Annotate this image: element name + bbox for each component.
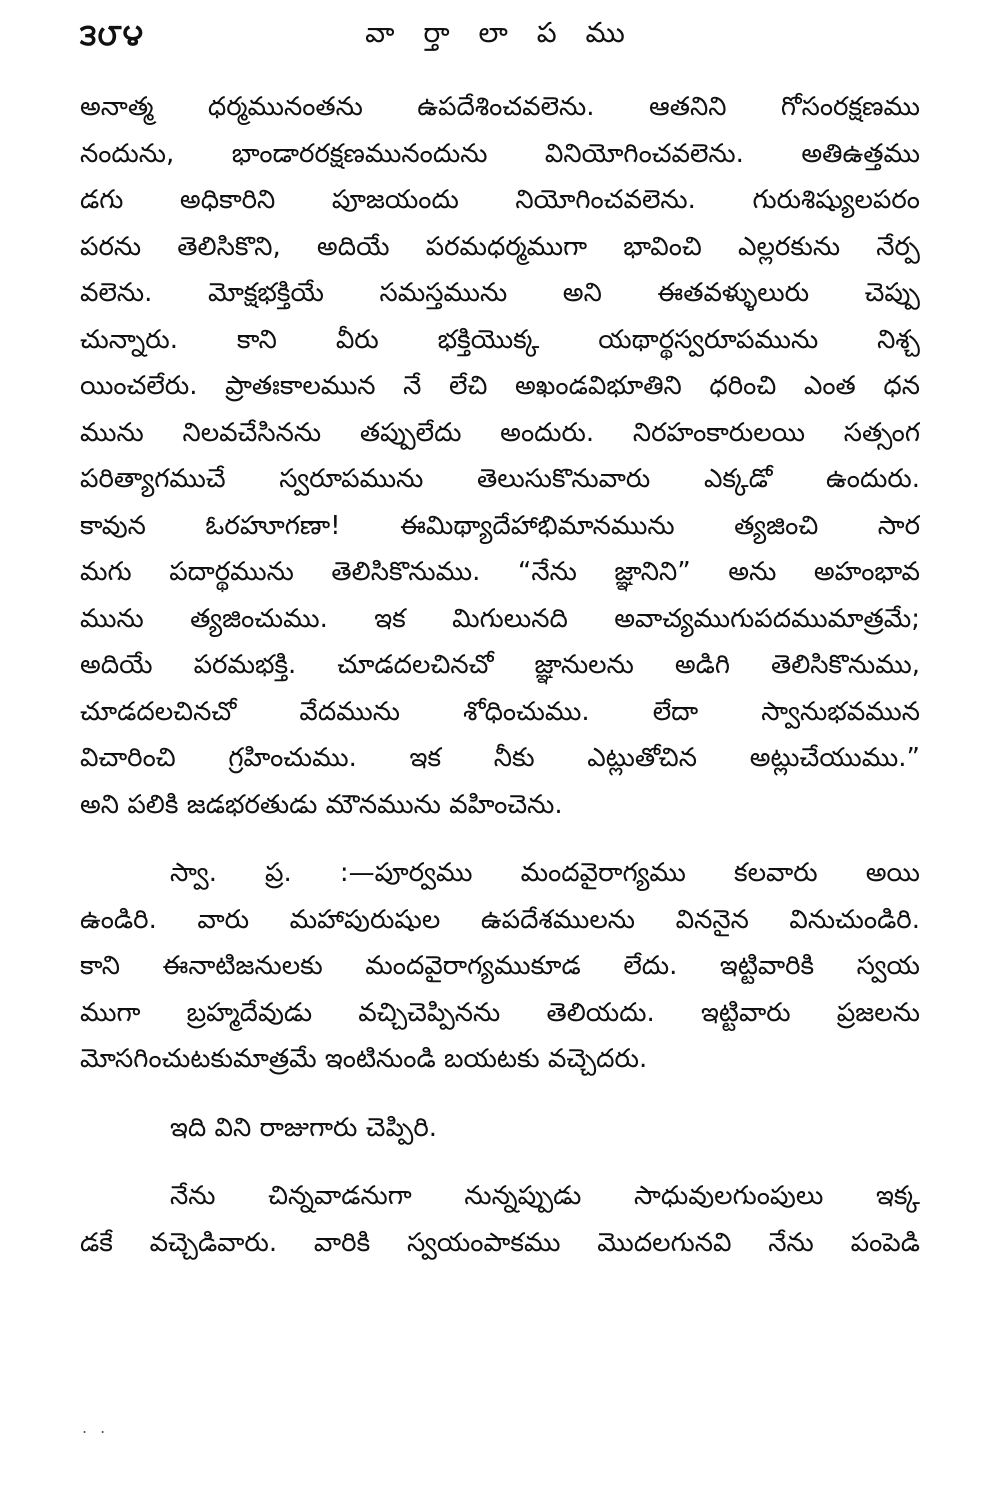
running-head-title: వా ర్తా లా ప ము (365, 16, 635, 49)
text-line: ముగా బ్రహ్మదేవుడు వచ్చిచెప్పినను తెలియదు. ఇట్టివారు ప్రజలను (80, 997, 920, 1028)
text-line: నందును, భాండారరక్షణమునందును వినియోగించవలెను. అతిఉత్తము (80, 138, 920, 169)
text-line: అనాత్మ ధర్మమునంతను ఉపదేశించవలెను. ఆతనిని గోసంరక్షణము (80, 92, 920, 122)
footer-marks: . . (82, 1418, 110, 1437)
paragraph-1 (80, 84, 920, 828)
text-line: చున్నారు. కాని వీరు భక్తియొక్క యథార్థస్వరూపమును నిశ్చ (80, 324, 920, 355)
text-line: యించలేరు. ప్రాతఃకాలమున నే లేచి అఖండవిభూతిని ధరించి ఎంత ధన (80, 371, 920, 401)
paragraph-3 (80, 1105, 920, 1152)
text-line: మగు పదార్థమును తెలిసికొనుము. “నేను జ్ఞానిని” అను అహంభావ (80, 557, 920, 587)
text-line: ఇది విని రాజుగారు చెప్పిరి. (170, 1112, 438, 1143)
text-line: అదియే పరమభక్తి. చూడదలచినచో జ్ఞానులను అడిగి తెలిసికొనుము, (80, 650, 920, 680)
text-line: నేను చిన్నవాడనుగా నున్నప్పుడు సాధువులగుంపులు ఇక్క (170, 1181, 920, 1211)
paragraph-gap (80, 1151, 920, 1173)
text-line: డకే వచ్చెడివారు. వారికి స్వయంపాకము మొదలగునవి నేను పంపెడి (80, 1227, 920, 1258)
text-line: స్వా. ప్ర. :—పూర్వము మందవైరాగ్యము కలవారు అయి (170, 858, 920, 888)
text-line: కావున ఓరహూగణా! ఈమిథ్యాదేహాభిమానమును త్యజించి సార (80, 510, 920, 541)
text-line: చూడదలచినచో వేదమును శోధించుము. లేదా స్వానుభవమున (80, 696, 920, 727)
text-line: మును త్యజించుము. ఇక మిగులునది అవాచ్యముగుపదముమాత్రమే; (80, 603, 920, 634)
text-line: మోసగించుటకుమాత్రమే ఇంటినుండి బయటకు వచ్చెదరు. (80, 1044, 648, 1074)
text-line: కాని ఈనాటిజనులకు మందవైరాగ్యముకూడ లేదు. ఇట్టివారికి స్వయ (80, 951, 920, 981)
text-line: మును నిలవచేసినను తప్పులేదు అందురు. నిరహంకారులయి సత్సంగ (80, 417, 920, 448)
paragraph-gap (80, 1083, 920, 1105)
text-line: వలెను. మోక్షభక్తియే సమస్తమును అని ఈతవళ్ళులురు చెప్పు (80, 278, 920, 308)
paragraph-2 (80, 850, 920, 1083)
body-text (80, 84, 920, 1266)
paragraph-gap (80, 828, 920, 850)
text-line: విచారించి గ్రహించుము. ఇక నీకు ఎట్లుతోచిన అట్లుచేయుము.” (80, 743, 920, 773)
page-header (80, 16, 920, 66)
text-line: పరను తెలిసికొని, అదియే పరమధర్మముగా భావించి ఎల్లరకును నేర్ప (80, 231, 920, 262)
text-line: డగు అధికారిని పూజయందు నియోగించవలెను. గురుశిష్యులపరం (80, 185, 920, 215)
text-line: అని పలికి జడభరతుడు మౌనమును వహించెను. (80, 789, 563, 820)
text-line: ఉండిరి. వారు మహాపురుషుల ఉపదేశములను విననైన వినుచుండిరి. (80, 904, 920, 935)
page-number: ౩౮౪ (80, 18, 145, 53)
text-line: పరిత్యాగముచే స్వరూపమును తెలుసుకొనువారు ఎక్కడో ఉందురు. (80, 464, 920, 494)
paragraph-4 (80, 1173, 920, 1266)
